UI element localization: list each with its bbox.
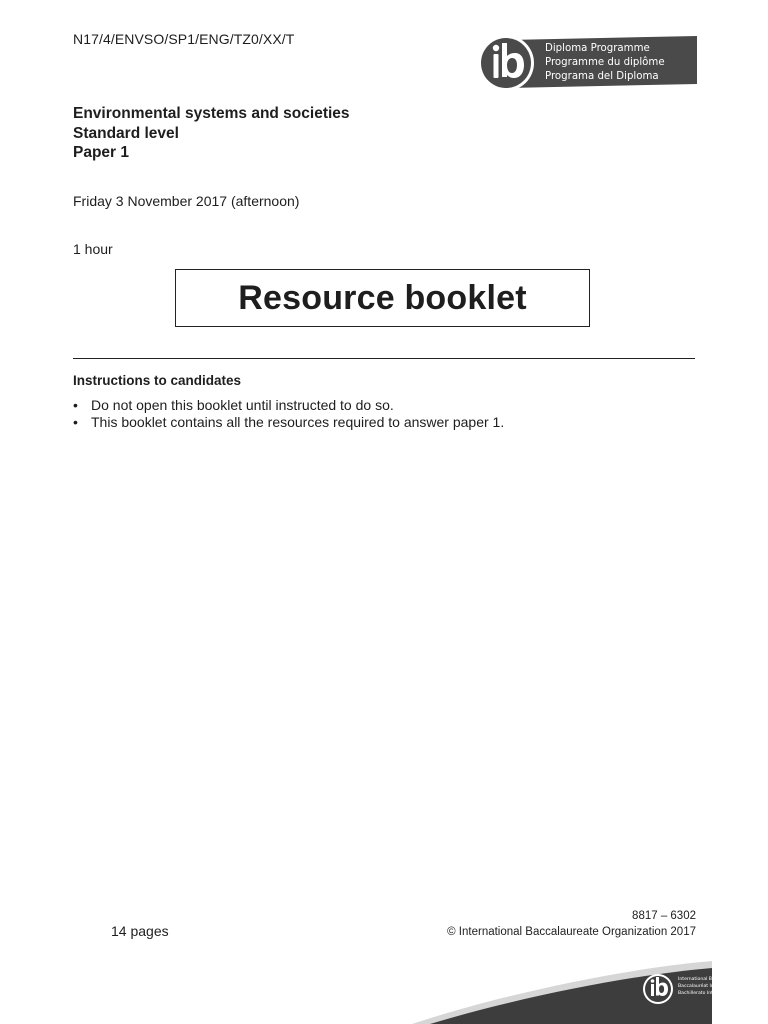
divider (73, 358, 695, 359)
paper-title: Paper 1 (73, 144, 130, 161)
instructions-heading: Instructions to candidates (73, 373, 242, 388)
page-count: 14 pages (111, 923, 169, 939)
exam-title-block (73, 104, 350, 163)
paper-code: N17/4/ENVSO/SP1/ENG/TZ0/XX/T (73, 31, 295, 47)
copyright-notice: © International Baccalaureate Organization 2017 (447, 926, 696, 938)
logo-line-2: Programme du diplôme (545, 57, 665, 68)
reference-code: 8817 – 6302 (632, 910, 696, 922)
logo-line-1: Diploma Programme (545, 43, 650, 54)
footer-swoosh (0, 955, 768, 1024)
booklet-title: Resource booklet (238, 278, 527, 317)
org-logo-line-1: International Baccalaureate (678, 977, 742, 982)
exam-duration: 1 hour (73, 241, 113, 257)
list-item: • This booklet contains all the resources required to answer paper 1. (73, 414, 504, 431)
level-title: Standard level (73, 124, 179, 142)
list-item: • Do not open this booklet until instructed to do so. (73, 397, 504, 414)
exam-date: Friday 3 November 2017 (afternoon) (73, 193, 300, 209)
subject-title: Environmental systems and societies (73, 105, 350, 122)
logo-line-3: Programa del Diploma (545, 71, 659, 82)
org-logo-line-2: Baccalauréat International (678, 984, 739, 989)
instructions-list (73, 397, 504, 430)
booklet-title-box (175, 269, 590, 327)
org-logo-line-3: Bachillerato Internacional (678, 991, 737, 996)
ib-diploma-logo (477, 34, 697, 92)
